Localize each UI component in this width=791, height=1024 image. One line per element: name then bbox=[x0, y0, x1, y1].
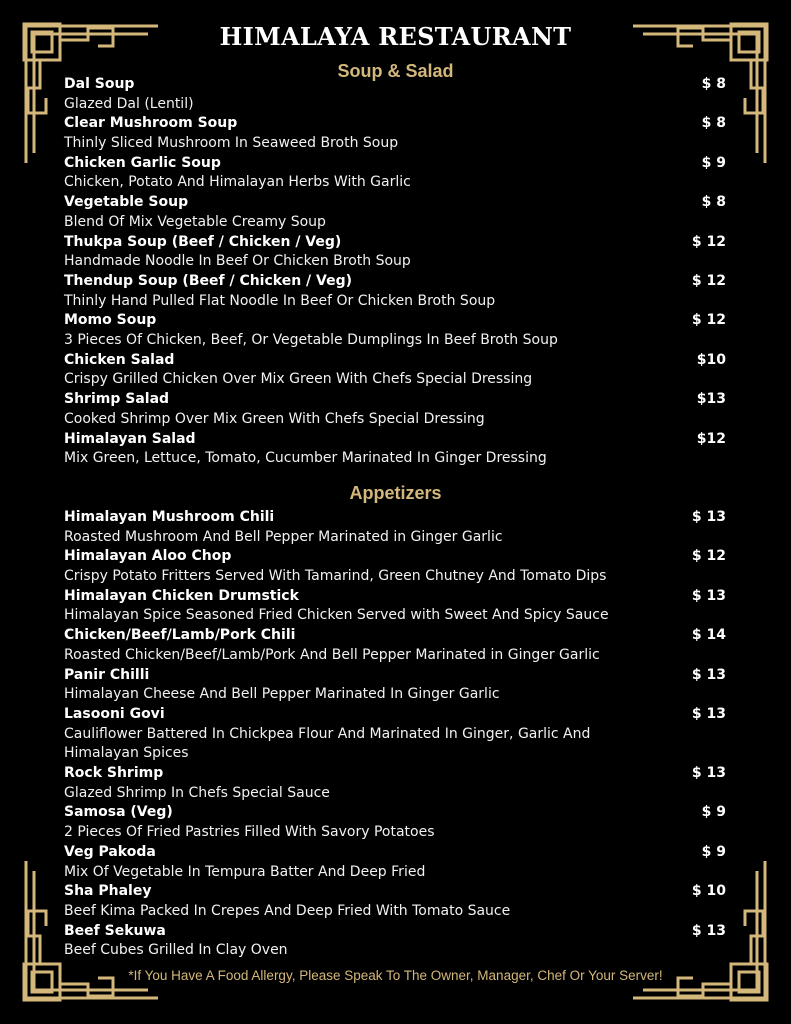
menu-item-price: $13 bbox=[696, 391, 726, 408]
menu-item-name: Dal Soup bbox=[64, 76, 135, 92]
menu-item bbox=[64, 233, 726, 272]
menu-item-description: Cooked Shrimp Over Mix Green With Chefs Special Dressing bbox=[64, 410, 485, 427]
menu-item-description: Beef Cubes Grilled In Clay Oven bbox=[64, 942, 288, 959]
menu-list-appetizers bbox=[64, 508, 726, 961]
menu-item bbox=[64, 154, 726, 193]
section-title-appetizers: Appetizers bbox=[349, 483, 442, 503]
menu-item-description: Himalayan Spice Seasoned Fried Chicken Served with Sweet And Spicy Sauce bbox=[64, 607, 609, 624]
menu-item-description: Blend Of Mix Vegetable Creamy Soup bbox=[64, 213, 326, 230]
menu-item bbox=[64, 351, 726, 390]
menu-item-name: Sha Phaley bbox=[64, 883, 152, 900]
menu-item bbox=[64, 705, 726, 764]
menu-item-price: $10 bbox=[696, 351, 726, 368]
menu-item bbox=[64, 666, 726, 705]
menu-item-name: Panir Chilli bbox=[64, 666, 150, 683]
menu-item-name: Lasooni Govi bbox=[64, 705, 165, 722]
section-title-soup-salad: Soup & Salad bbox=[337, 61, 454, 81]
menu-item-name: Thendup Soup (Beef / Chicken / Veg) bbox=[64, 272, 353, 289]
menu-item-price: $ 9 bbox=[701, 804, 726, 821]
menu-item bbox=[64, 626, 726, 665]
menu-item bbox=[64, 843, 726, 882]
menu-item-description: Chicken, Potato And Himalayan Herbs With Garlic bbox=[64, 174, 411, 191]
menu-item-name: Rock Shrimp bbox=[64, 765, 164, 782]
menu-item-price: $ 12 bbox=[691, 312, 726, 329]
restaurant-title: HIMALAYA RESTAURANT bbox=[219, 22, 572, 51]
menu-item-name: Chicken Garlic Soup bbox=[64, 154, 221, 171]
menu-item-name: Shrimp Salad bbox=[64, 391, 170, 408]
menu-item-price: $ 9 bbox=[701, 154, 726, 171]
menu-item-price: $ 10 bbox=[691, 883, 726, 900]
menu-item bbox=[64, 587, 726, 626]
menu-item-description: Glazed Shrimp In Chefs Special Sauce bbox=[64, 784, 330, 801]
menu-item bbox=[64, 193, 726, 232]
menu-item-description: Crispy Grilled Chicken Over Mix Green With Chefs Special Dressing bbox=[64, 371, 533, 388]
menu-item-price: $ 9 bbox=[701, 843, 726, 860]
menu-item-description: Roasted Chicken/Beef/Lamb/Pork And Bell Pepper Marinated in Ginger Garlic bbox=[64, 646, 600, 663]
menu-item-name: Himalayan Aloo Chop bbox=[64, 548, 232, 565]
menu-item-description: Mix Green, Lettuce, Tomato, Cucumber Marinated In Ginger Dressing bbox=[64, 450, 547, 467]
menu-item-price: $ 8 bbox=[701, 194, 726, 211]
menu-item bbox=[64, 882, 726, 921]
menu-item-price: $ 13 bbox=[691, 587, 726, 604]
menu-item-name: Vegetable Soup bbox=[64, 194, 189, 211]
menu-item-description: Roasted Mushroom And Bell Pepper Marinated in Ginger Garlic bbox=[64, 528, 503, 545]
menu-item-name: Chicken Salad bbox=[64, 351, 175, 368]
menu-item bbox=[64, 922, 726, 961]
menu-item-description: Himalayan Cheese And Bell Pepper Marinated In Ginger Garlic bbox=[64, 686, 500, 703]
menu-item bbox=[64, 803, 726, 842]
menu-item-name: Thukpa Soup (Beef / Chicken / Veg) bbox=[64, 233, 342, 250]
allergy-note: *If You Have A Food Allergy, Please Speak To The Owner, Manager, Chef Or Your Server! bbox=[128, 968, 663, 983]
menu-list-soup-salad bbox=[64, 75, 726, 469]
menu-item-name: Himalayan Chicken Drumstick bbox=[64, 587, 299, 604]
menu-item-name: Beef Sekuwa bbox=[64, 922, 166, 939]
menu-item-price: $12 bbox=[696, 430, 726, 447]
menu-item-price: $ 13 bbox=[691, 509, 726, 525]
menu-item-description: 2 Pieces Of Fried Pastries Filled With Savory Potatoes bbox=[64, 824, 435, 841]
menu-item-description: Thinly Sliced Mushroom In Seaweed Broth Soup bbox=[64, 135, 399, 152]
menu-item-name: Himalayan Mushroom Chili bbox=[64, 509, 275, 525]
menu-item-price: $ 12 bbox=[691, 272, 726, 289]
menu-item bbox=[64, 764, 726, 803]
menu-item-name: Chicken/Beef/Lamb/Pork Chili bbox=[64, 627, 296, 644]
menu-item bbox=[64, 547, 726, 586]
menu-item-price: $ 13 bbox=[691, 765, 726, 782]
menu-item-description: 3 Pieces Of Chicken, Beef, Or Vegetable Dumplings In Beef Broth Soup bbox=[64, 332, 558, 349]
menu-item-name: Momo Soup bbox=[64, 312, 157, 329]
menu-item bbox=[64, 311, 726, 350]
menu-item-description: Glazed Dal (Lentil) bbox=[64, 95, 194, 112]
menu-item bbox=[64, 75, 726, 114]
menu-item-name: Himalayan Salad bbox=[64, 430, 196, 447]
menu-item-name: Clear Mushroom Soup bbox=[64, 115, 238, 132]
menu-item-price: $ 8 bbox=[701, 76, 726, 92]
menu-item-description: Mix Of Vegetable In Tempura Batter And Deep Fried bbox=[64, 863, 426, 880]
menu-item bbox=[64, 508, 726, 547]
menu-item-price: $ 8 bbox=[701, 115, 726, 132]
menu-item-description: Handmade Noodle In Beef Or Chicken Broth Soup bbox=[64, 253, 411, 270]
menu-item-name: Veg Pakoda bbox=[64, 843, 156, 860]
menu-item-price: $ 13 bbox=[691, 705, 726, 722]
menu-item bbox=[64, 114, 726, 153]
menu-item-name: Samosa (Veg) bbox=[64, 804, 173, 821]
menu-item-price: $ 13 bbox=[691, 666, 726, 683]
menu-item-description: Crispy Potato Fritters Served With Tamarind, Green Chutney And Tomato Dips bbox=[64, 568, 607, 585]
menu-item bbox=[64, 272, 726, 311]
menu-item-price: $ 12 bbox=[691, 233, 726, 250]
menu-item-price: $ 12 bbox=[691, 548, 726, 565]
menu-item-description: Beef Kima Packed In Crepes And Deep Fried With Tomato Sauce bbox=[64, 902, 511, 919]
menu-item-description: Thinly Hand Pulled Flat Noodle In Beef Or Chicken Broth Soup bbox=[64, 292, 496, 309]
menu-item-description: Cauliflower Battered In Chickpea Flour And Marinated In Ginger, Garlic And Himalayan Spices bbox=[64, 725, 591, 762]
menu-item bbox=[64, 430, 726, 469]
menu-item-price: $ 14 bbox=[691, 627, 726, 644]
menu-item-price: $ 13 bbox=[691, 922, 726, 939]
menu-item bbox=[64, 390, 726, 429]
